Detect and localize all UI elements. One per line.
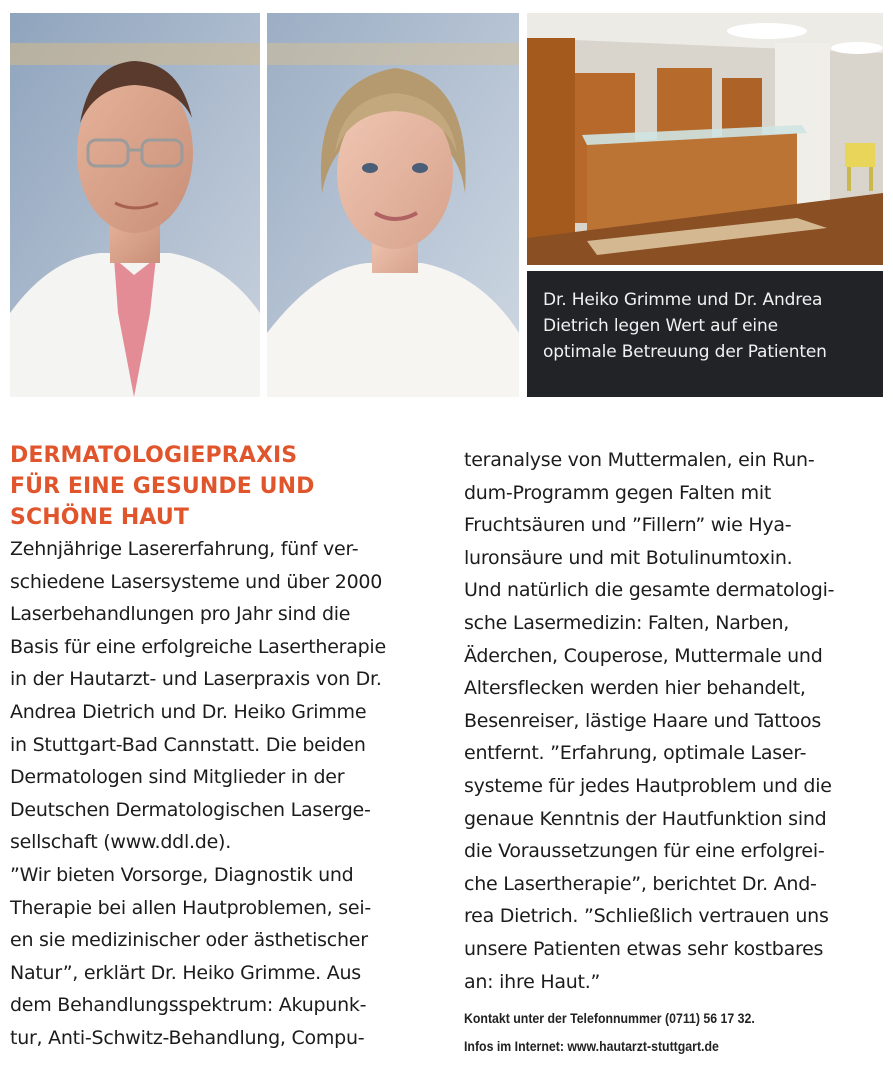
photo-dr-heiko-grimme [10, 13, 260, 397]
body-line: schiedene Lasersysteme und über 2000 [10, 570, 383, 593]
contact-website: Infos im Internet: www.hautarzt-stuttgart.de [464, 1038, 719, 1055]
body-line: Besenreiser, lästige Haare und Tattoos [464, 709, 822, 732]
article-body-right [464, 444, 884, 998]
body-line: Dermatologen sind Mitglieder in der [10, 766, 345, 789]
body-line: dem Behandlungsspektrum: Akupunk- [10, 994, 367, 1017]
body-line: unsere Patienten etwas sehr kostbares [464, 937, 824, 960]
body-line: Deutschen Dermatologischen Laserge- [10, 798, 371, 821]
contact-phone: Kontakt unter der Telefonnummer (0711) 56 17 32. [464, 1010, 755, 1027]
body-line: an: ihre Haut.” [464, 970, 601, 993]
photo-caption [527, 271, 883, 397]
body-line: Therapie bei allen Hautproblemen, sei- [10, 896, 371, 919]
headline-line: SCHÖNE HAUT [10, 505, 189, 530]
caption-line: optimale Betreuung der Patienten [543, 342, 827, 362]
body-line: Andrea Dietrich und Dr. Heiko Grimme [10, 700, 367, 723]
contact-info [464, 1004, 884, 1060]
body-line: Natur”, erklärt Dr. Heiko Grimme. Aus [10, 961, 361, 984]
body-line: en sie medizinischer oder ästhetischer [10, 929, 368, 952]
body-line: teranalyse von Muttermalen, ein Run- [464, 449, 815, 471]
body-line: tur, Anti-Schwitz-Behandlung, Compu- [10, 1026, 365, 1049]
headline-line: DERMATOLOGIEPRAXIS [10, 443, 298, 468]
headline-line: FÜR EINE GESUNDE UND [10, 474, 315, 499]
article-body-left [10, 533, 430, 1055]
body-line: Basis für eine erfolgreiche Lasertherapie [10, 635, 386, 658]
body-line: rea Dietrich. ”Schließlich vertrauen uns [464, 905, 829, 928]
body-line: sche Lasermedizin: Falten, Narben, [464, 611, 790, 634]
portrait-man-illustration [10, 13, 260, 397]
caption-line: Dr. Heiko Grimme und Dr. Andrea [543, 290, 823, 310]
caption-line: Dietrich legen Wert auf eine [543, 316, 778, 336]
body-line: Altersflecken werden hier behandelt, [464, 677, 806, 700]
body-line: genaue Kenntnis der Hautfunktion sind [464, 807, 827, 830]
body-line: sellschaft (www.ddl.de). [10, 831, 231, 854]
body-line: entfernt. ”Erfahrung, optimale Laser- [464, 742, 807, 765]
body-line: in der Hautarzt- und Laserpraxis von Dr. [10, 668, 382, 691]
reception-illustration [527, 13, 883, 265]
body-line: ”Wir bieten Vorsorge, Diagnostik und [10, 863, 354, 886]
body-line: Und natürlich die gesamte dermatologi- [464, 579, 835, 602]
article-column-left [10, 440, 430, 1055]
portrait-woman-illustration [267, 13, 519, 397]
body-line: systeme für jedes Hautproblem und die [464, 774, 832, 797]
body-line: dum-Programm gegen Falten mit [464, 481, 772, 504]
body-line: Fruchtsäuren und ”Fillern” wie Hya- [464, 514, 792, 537]
photo-dr-andrea-dietrich [267, 13, 519, 397]
article-column-right [464, 444, 884, 1060]
body-line: che Lasertherapie”, berichtet Dr. And- [464, 872, 817, 895]
body-line: luronsäure und mit Botulinumtoxin. [464, 546, 793, 569]
photo-practice-reception [527, 13, 883, 265]
body-line: in Stuttgart-Bad Cannstatt. Die beiden [10, 733, 366, 756]
body-line: Zehnjährige Lasererfahrung, fünf ver- [10, 538, 359, 560]
body-line: die Voraussetzungen für eine erfolgrei- [464, 840, 825, 863]
body-line: Laserbehandlungen pro Jahr sind die [10, 603, 351, 626]
body-line: Äderchen, Couperose, Muttermale und [464, 644, 823, 667]
article-headline [10, 440, 430, 533]
